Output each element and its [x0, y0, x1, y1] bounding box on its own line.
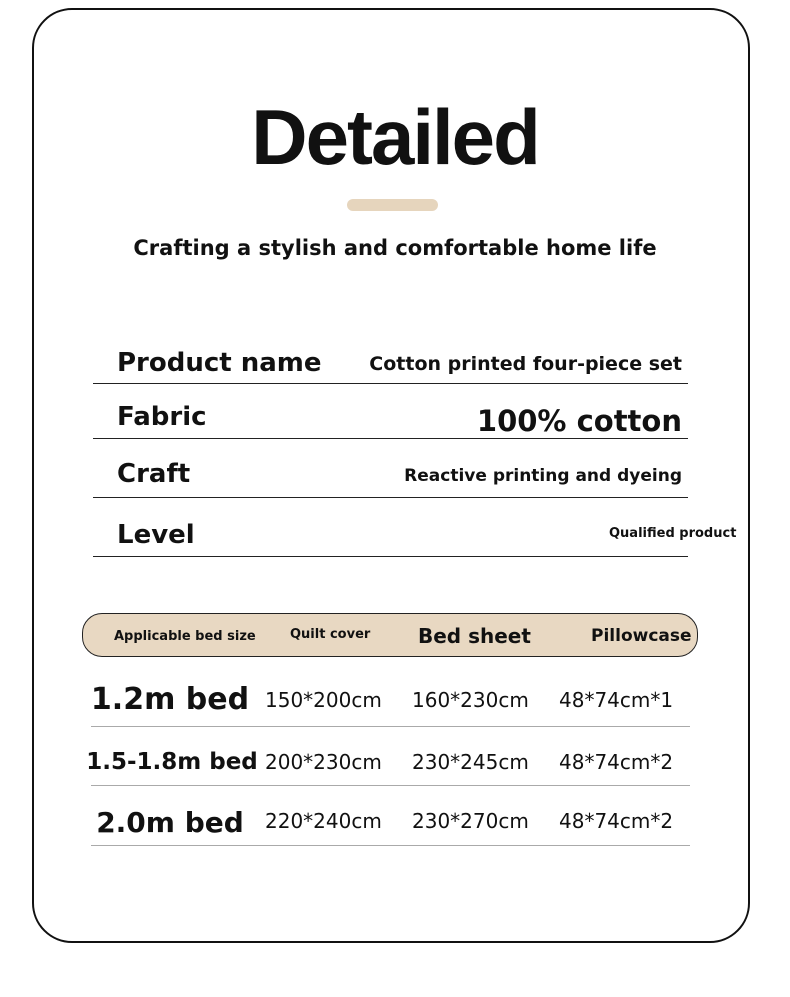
- bed-sheet-size: 230*245cm: [412, 750, 529, 774]
- bed-sheet-size: 230*270cm: [412, 809, 529, 833]
- spec-label-fabric: Fabric: [117, 402, 207, 432]
- header-pillowcase: Pillowcase: [591, 626, 692, 646]
- bed-size: 2.0m bed: [96, 806, 244, 839]
- spec-label-craft: Craft: [117, 459, 191, 489]
- header-bed-size: Applicable bed size: [114, 629, 256, 644]
- table-header: [82, 613, 698, 657]
- header-bed-sheet: Bed sheet: [418, 624, 531, 648]
- accent-bar: [347, 199, 438, 211]
- divider: [91, 845, 690, 846]
- pillowcase-size: 48*74cm*2: [559, 809, 674, 833]
- pillowcase-size: 48*74cm*1: [559, 688, 674, 712]
- divider: [93, 438, 688, 439]
- bed-size: 1.2m bed: [90, 682, 250, 717]
- spec-label-level: Level: [117, 520, 195, 550]
- spec-value-fabric: 100% cotton: [476, 404, 682, 438]
- divider: [93, 497, 688, 498]
- quilt-cover-size: 220*240cm: [265, 809, 382, 833]
- spec-value-product-name: Cotton printed four-piece set: [369, 353, 682, 375]
- quilt-cover-size: 150*200cm: [265, 688, 382, 712]
- spec-value-level: Qualified product: [609, 526, 737, 541]
- page-title: Detailed: [251, 93, 539, 181]
- bed-sheet-size: 160*230cm: [412, 688, 529, 712]
- divider: [91, 785, 690, 786]
- header-quilt-cover: Quilt cover: [290, 627, 371, 642]
- divider: [93, 383, 688, 384]
- quilt-cover-size: 200*230cm: [265, 750, 382, 774]
- divider: [91, 726, 690, 727]
- subtitle: Crafting a stylish and comfortable home life: [133, 236, 657, 260]
- spec-value-craft: Reactive printing and dyeing: [404, 466, 682, 486]
- bed-size: 1.5-1.8m bed: [86, 749, 258, 775]
- divider: [93, 556, 688, 557]
- spec-label-product-name: Product name: [117, 348, 322, 378]
- pillowcase-size: 48*74cm*2: [559, 750, 674, 774]
